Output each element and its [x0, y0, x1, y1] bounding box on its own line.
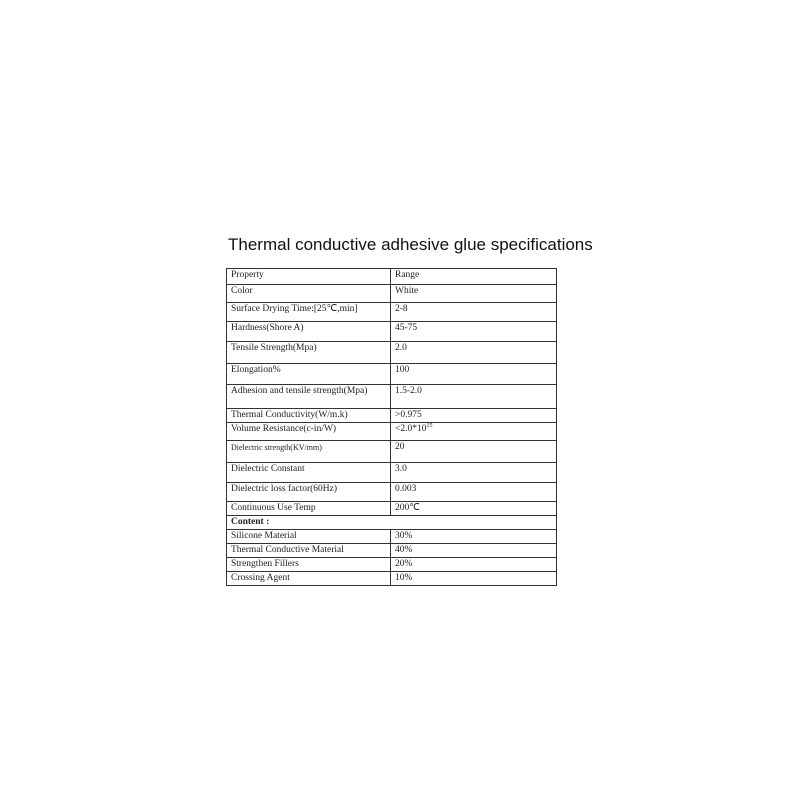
range-cell [391, 423, 557, 441]
header-property: Property [227, 269, 391, 285]
table-row [227, 423, 557, 441]
range-cell: 3.0 [391, 463, 557, 483]
range-cell: 100 [391, 364, 557, 385]
table-row [227, 558, 557, 572]
table-row [227, 285, 557, 303]
property-cell: Hardness(Shore A) [227, 322, 391, 342]
range-cell: 10% [391, 572, 557, 586]
range-exponent: 15 [426, 422, 433, 429]
table-row [227, 441, 557, 463]
range-cell: White [391, 285, 557, 303]
property-cell: Volume Resistance(c-in/W) [227, 423, 391, 441]
specifications-table [226, 268, 557, 586]
header-range: Range [391, 269, 557, 285]
property-cell: Crossing Agent [227, 572, 391, 586]
document-title: Thermal conductive adhesive glue specifications [228, 235, 593, 254]
property-cell: Tensile Strength(Mpa) [227, 342, 391, 364]
range-cell: 200℃ [391, 502, 557, 516]
range-cell: 30% [391, 530, 557, 544]
property-cell: Surface Drying Time:[25℃,min] [227, 303, 391, 322]
property-cell: Dielectric loss factor(60Hz) [227, 483, 391, 502]
table-row [227, 483, 557, 502]
property-cell: Adhesion and tensile strength(Mpa) [227, 385, 391, 409]
table-row [227, 303, 557, 322]
property-cell: Thermal Conductivity(W/m.k) [227, 409, 391, 423]
property-cell: Continuous Use Temp [227, 502, 391, 516]
table-row [227, 502, 557, 516]
property-cell: Thermal Conductive Material [227, 544, 391, 558]
property-cell: Dielectric Constant [227, 463, 391, 483]
range-cell: 40% [391, 544, 557, 558]
range-cell: 1.5-2.0 [391, 385, 557, 409]
property-cell: Elongation% [227, 364, 391, 385]
range-base: <2.0*10 [395, 424, 427, 434]
property-cell: Color [227, 285, 391, 303]
table-row [227, 322, 557, 342]
table-row [227, 364, 557, 385]
range-cell: 0.003 [391, 483, 557, 502]
range-cell: 2.0 [391, 342, 557, 364]
range-cell: 20% [391, 558, 557, 572]
table-row [227, 530, 557, 544]
range-cell: 45-75 [391, 322, 557, 342]
range-cell: >0.975 [391, 409, 557, 423]
table-row [227, 544, 557, 558]
table-row [227, 385, 557, 409]
property-cell: Dielectric strength(KV/mm) [227, 441, 391, 463]
content-heading: Content : [227, 516, 557, 530]
content-heading-row [227, 516, 557, 530]
table-row [227, 572, 557, 586]
table-header-row [227, 269, 557, 285]
property-cell: Silicone Material [227, 530, 391, 544]
table-row [227, 342, 557, 364]
table-row [227, 463, 557, 483]
range-cell: 20 [391, 441, 557, 463]
table-row [227, 409, 557, 423]
property-cell: Strengthen Fillers [227, 558, 391, 572]
range-cell: 2-8 [391, 303, 557, 322]
